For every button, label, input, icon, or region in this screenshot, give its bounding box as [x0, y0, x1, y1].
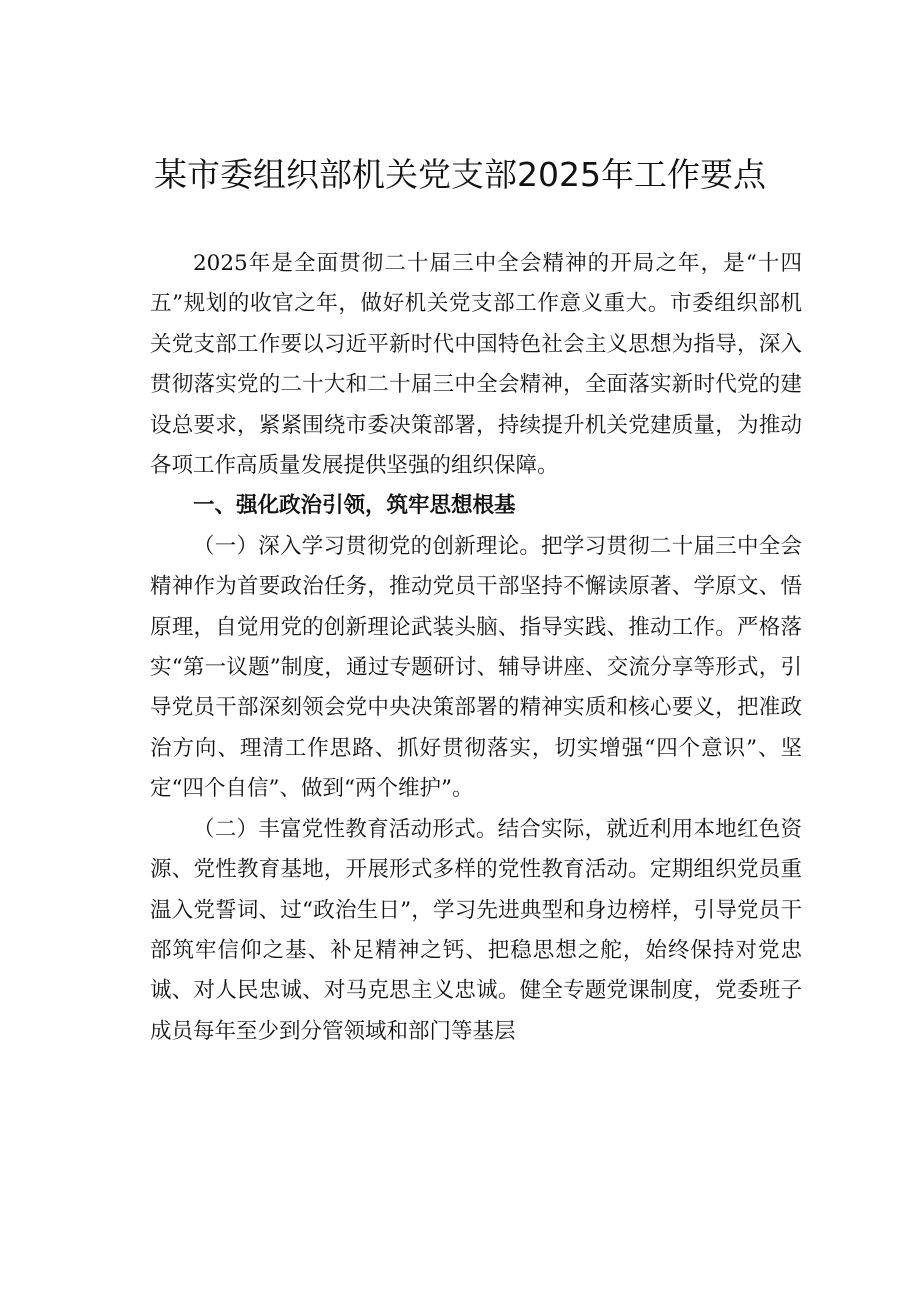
section-1-item-1-paragraph: （一）深入学习贯彻党的创新理论。把学习贯彻二十届三中全会精神作为首要政治任务，推动党员干部坚持不懈读原著、学原文、悟原理，自觉用党的创新理论武装头脑、指导实践、推动工作。严格落实“第一议题”制度，通过专题研讨、辅导讲座、交流分享等形式，引导党员干部深刻领会党中央决策部署的精神实质和核心要义，把准政治方向、理清工作思路、抓好贯彻落实，切实增强“四个意识”、坚定“四个自信”、做到“两个维护”。 — [150, 533, 802, 802]
document-title: 某市委组织部机关党支部2025年工作要点 — [154, 155, 766, 194]
section-heading-1: 一、强化政治引领，筑牢思想根基 — [193, 493, 516, 519]
intro-paragraph: 2025年是全面贯彻二十届三中全会精神的开局之年，是“十四五”规划的收官之年，做好机关党支部工作意义重大。市委组织部机关党支部工作要以习近平新时代中国特色社会主义思想为指导，深入贯彻落实党的二十大和二十届三中全会精神，全面落实新时代党的建设总要求，紧紧围绕市委决策部署，持续提升机关党建质量，为推动各项工作高质量发展提供坚强的组织保障。 — [150, 251, 802, 479]
section-1-item-2-paragraph: （二）丰富党性教育活动形式。结合实际，就近利用本地红色资源、党性教育基地，开展形式多样的党性教育活动。定期组织党员重温入党誓词、过“政治生日”，学习先进典型和身边榜样，引导党员干部筑牢信仰之基、补足精神之钙、把稳思想之舵，始终保持对党忠诚、对人民忠诚、对马克思主义忠诚。健全专题党课制度，党委班子成员每年至少到分管领域和部门等基层 — [150, 816, 802, 1044]
document-body — [150, 244, 802, 1052]
